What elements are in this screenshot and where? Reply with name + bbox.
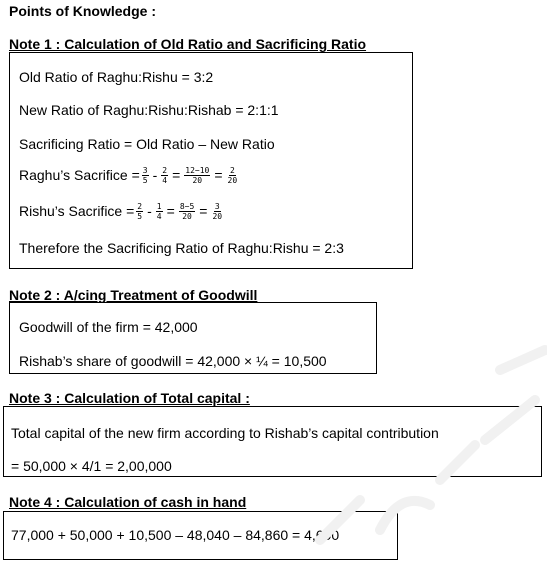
equals-sign: =	[166, 203, 175, 219]
fraction: $\frac{1}{4}$	[156, 201, 162, 221]
goodwill-text: Goodwill of the firm = 42,000	[19, 319, 198, 335]
note2-title: Note 2 : A/cing Treatment of Goodwill	[9, 287, 258, 303]
rishab-goodwill-share-text: Rishab’s share of goodwill = 42,000 × ¼ = 10,500	[19, 353, 327, 369]
new-ratio-text: New Ratio of Raghu:Rishu:Rishab = 2:1:1	[19, 102, 279, 118]
fraction: $\frac{2}{20}$	[227, 165, 238, 185]
sacrificing-formula-text: Sacrificing Ratio = Old Ratio – New Ratio	[19, 136, 275, 152]
equals-sign: =	[214, 167, 223, 183]
fraction: $\frac{2}{5}$	[137, 201, 143, 221]
fraction: $\frac{8-5}{20}$	[179, 201, 195, 221]
rishu-sacrifice-row	[19, 196, 225, 226]
note1-title: Note 1 : Calculation of Old Ratio and Sacrificing Ratio	[9, 36, 367, 52]
raghu-sacrifice-row	[19, 160, 240, 190]
fraction: $\frac{12-10}{20}$	[185, 165, 210, 185]
equals-sign: =	[172, 167, 181, 183]
fraction: $\frac{3}{20}$	[212, 201, 223, 221]
minus-sign: -	[147, 203, 152, 219]
minus-sign: -	[152, 167, 158, 183]
note3-title: Note 3 : Calculation of Total capital :	[9, 390, 250, 406]
equals-sign: =	[199, 203, 208, 219]
total-capital-calculation: = 50,000 × 4/1 = 2,00,000	[11, 458, 172, 474]
fraction: $\frac{2}{4}$	[162, 165, 168, 185]
conclusion-text: Therefore the Sacrificing Ratio of Raghu:Rishu = 2:3	[19, 240, 344, 256]
rishu-sacrifice-label: Rishu’s Sacrifice =	[19, 203, 135, 219]
fraction: $\frac{3}{5}$	[142, 165, 148, 185]
page-title: Points of Knowledge :	[9, 3, 156, 19]
total-capital-text: Total capital of the new firm according to Rishab’s capital contribution	[11, 425, 439, 441]
old-ratio-text: Old Ratio of Raghu:Rishu = 3:2	[19, 69, 214, 85]
cash-in-hand-calculation: 77,000 + 50,000 + 10,500 – 48,040 – 84,860 = 4,600	[11, 527, 340, 543]
raghu-sacrifice-label: Raghu’s Sacrifice =	[19, 167, 140, 183]
note4-title: Note 4 : Calculation of cash in hand	[9, 494, 247, 510]
